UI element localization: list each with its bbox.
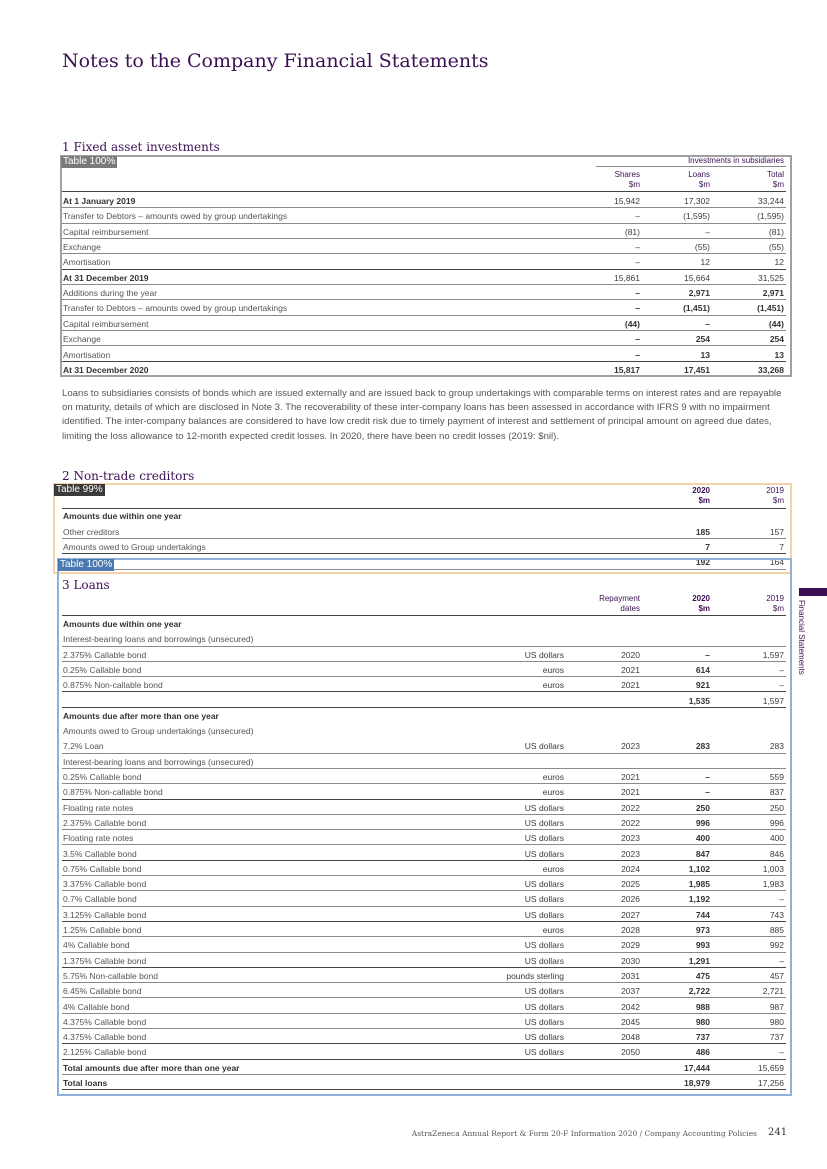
loan-repayment-date: 2023 <box>621 833 640 844</box>
cell-value: – <box>635 257 640 268</box>
cell-value: – <box>705 318 710 329</box>
loan-currency: US dollars <box>524 802 564 813</box>
loan-repayment-date: 2022 <box>621 802 640 813</box>
row-label: At 1 January 2019 <box>63 196 136 206</box>
loan-repayment-date: 2029 <box>621 940 640 951</box>
loan-value-2020: – <box>705 649 710 660</box>
loan-repayment-date: 2021 <box>621 787 640 798</box>
loan-value-2019: 737 <box>769 1032 784 1043</box>
loan-currency: US dollars <box>524 1032 564 1043</box>
row-label: Other creditors <box>63 526 120 537</box>
subheading-label: Amounts due within one year <box>63 619 182 629</box>
column-header-unit: $m <box>628 180 640 189</box>
row-label: Amortisation <box>63 349 111 360</box>
loan-repayment-date: 2030 <box>621 955 640 966</box>
cell-value: (81) <box>624 226 640 237</box>
loan-currency: US dollars <box>524 1016 564 1027</box>
cell-value: – <box>635 288 640 299</box>
loan-currency: US dollars <box>524 909 564 920</box>
column-header-label: Loans <box>688 170 710 179</box>
loan-currency: euros <box>542 925 564 935</box>
row-label: Capital reimbursement <box>63 226 149 237</box>
cell-value-2020: 192 <box>695 557 710 568</box>
footer-text: AstraZeneca Annual Report & Form 20-F Information 2020 / Company Accounting Policies <box>411 1129 757 1138</box>
loan-repayment-date: 2048 <box>621 1032 640 1043</box>
column-header-unit: $m <box>698 180 710 189</box>
loan-repayment-date: 2023 <box>621 848 640 859</box>
loan-value-2020: 283 <box>695 741 710 752</box>
cell-value-2019: 7 <box>779 541 784 552</box>
loan-name: 0.7% Callable bond <box>63 894 137 905</box>
total-loans-2020: 18,979 <box>684 1078 710 1088</box>
cell-value: 12 <box>700 257 710 268</box>
cell-value: – <box>705 226 710 237</box>
loan-name: 4.375% Callable bond <box>63 1016 147 1027</box>
table-detection-tag: Table 100% <box>63 156 116 167</box>
loan-repayment-date: 2028 <box>621 925 640 935</box>
page-number: 241 <box>768 1127 788 1138</box>
loan-name: Floating rate notes <box>63 802 134 813</box>
loan-name: 5.75% Non-callable bond <box>63 970 158 981</box>
table-detection-box <box>60 155 792 377</box>
column-header-unit: dates <box>620 604 640 613</box>
group-header: Investments in subsidiaries <box>687 156 784 165</box>
group-label-label: Interest-bearing loans and borrowings (unsecured) <box>63 634 254 645</box>
cell-value: (1,595) <box>683 211 710 222</box>
loan-currency: euros <box>542 787 564 798</box>
column-header-unit: $m <box>698 604 710 613</box>
loan-value-2019: 283 <box>769 741 784 752</box>
cell-value: – <box>635 334 640 345</box>
loan-value-2019: 250 <box>769 802 784 813</box>
loan-value-2020: 996 <box>695 817 710 828</box>
loan-value-2019: 992 <box>769 940 784 951</box>
loan-name: Floating rate notes <box>63 833 134 844</box>
cell-value: 33,268 <box>758 364 784 375</box>
column-header-label: 2020 <box>692 594 710 603</box>
cell-value: 15,817 <box>614 364 640 375</box>
loan-name: 6.45% Callable bond <box>63 986 142 997</box>
subheading-label: Amounts due within one year <box>63 511 182 521</box>
column-header-label: 2019 <box>766 486 784 495</box>
table-detection-box <box>57 558 792 1096</box>
cell-value: – <box>635 211 640 222</box>
row-label: Amortisation <box>63 257 111 268</box>
loan-repayment-date: 2021 <box>621 680 640 691</box>
loan-value-2019: 996 <box>769 817 784 828</box>
loan-value-2019: 837 <box>769 787 784 798</box>
column-header-label: 2019 <box>766 594 784 603</box>
loan-repayment-date: 2022 <box>621 817 640 828</box>
cell-value: 15,942 <box>614 196 640 206</box>
column-header-unit: $m <box>698 496 710 505</box>
row-label: Transfer to Debtors – amounts owed by group undertakings <box>63 303 288 314</box>
loan-currency: US dollars <box>524 848 564 859</box>
loan-currency: US dollars <box>524 817 564 828</box>
cell-value: 2,971 <box>688 288 710 299</box>
row-label: Exchange <box>63 334 101 345</box>
section-title-fixed-asset-investments: 1 Fixed asset investments <box>62 140 220 154</box>
loan-value-2019: – <box>779 955 784 966</box>
cell-value: 254 <box>769 334 784 345</box>
total-loans-2019: 17,256 <box>758 1078 784 1088</box>
loan-value-2019: 1,597 <box>762 649 784 660</box>
loan-currency: US dollars <box>524 833 564 844</box>
loan-value-2020: 614 <box>695 664 710 675</box>
section-title-loans: 3 Loans <box>62 578 110 592</box>
cell-value: – <box>635 303 640 314</box>
cell-value-2020: 185 <box>695 526 710 537</box>
loan-name: 1.375% Callable bond <box>63 955 147 966</box>
row-label: Capital reimbursement <box>63 318 149 329</box>
loan-repayment-date: 2021 <box>621 664 640 675</box>
group-label-label: Interest-bearing loans and borrowings (unsecured) <box>63 756 254 767</box>
row-label: Amounts owed to Group undertakings <box>63 541 206 552</box>
cell-value: 2,971 <box>762 288 784 299</box>
loan-name: 0.25% Callable bond <box>63 664 142 675</box>
loan-currency: US dollars <box>524 894 564 905</box>
loan-value-2020: 847 <box>695 848 710 859</box>
loan-currency: US dollars <box>524 879 564 890</box>
loan-currency: US dollars <box>524 741 564 752</box>
loan-name: 0.875% Non-callable bond <box>63 680 163 691</box>
cell-value: – <box>635 349 640 360</box>
loan-currency: US dollars <box>524 1001 564 1012</box>
cell-value: (55) <box>768 242 784 253</box>
loan-name: 4.375% Callable bond <box>63 1032 147 1043</box>
loan-value-2019: 2,721 <box>762 986 784 997</box>
group-label-label: Amounts owed to Group undertakings (unsecured) <box>63 726 254 737</box>
loan-currency: US dollars <box>524 940 564 951</box>
cell-value: 254 <box>695 334 710 345</box>
loan-name: 1.25% Callable bond <box>63 925 142 935</box>
loan-name: 2.125% Callable bond <box>63 1047 147 1058</box>
side-section-label: Financial Statements <box>797 600 806 675</box>
loan-value-2020: 400 <box>695 833 710 844</box>
row-label: At 31 December 2019 <box>63 272 149 283</box>
loan-value-2019: 457 <box>769 970 784 981</box>
loan-currency: euros <box>542 863 564 874</box>
cell-value: (44) <box>624 318 640 329</box>
table-detection-tag: Table 99% <box>56 484 103 495</box>
cell-value: 13 <box>700 349 710 360</box>
loan-value-2020: – <box>705 787 710 798</box>
loan-value-2019: 1,983 <box>762 879 784 890</box>
loan-value-2020: 988 <box>695 1001 710 1012</box>
loan-value-2019: – <box>779 664 784 675</box>
cell-value: 15,861 <box>614 272 640 283</box>
subheading-label: Amounts due after more than one year <box>63 710 219 721</box>
loan-currency: US dollars <box>524 649 564 660</box>
loan-value-2020: 1,985 <box>688 879 710 890</box>
loan-name: 3.5% Callable bond <box>63 848 137 859</box>
cell-value: 31,525 <box>758 272 784 283</box>
loan-value-2020: 1,102 <box>688 863 710 874</box>
column-header-unit: $m <box>772 496 784 505</box>
loan-name: 4% Callable bond <box>63 940 130 951</box>
cell-value: 17,451 <box>684 364 710 375</box>
fixed-asset-note: Loans to subsidiaries consists of bonds which are issued externally and are issued back to group undertakings with comparable terms on interest rates and are repayable on maturity, details of which are disclosed in Note 3. The recoverability of these inter-company loans has been assessed in accordance with IFRS 9 with no impairment identified. The inter-company balances are considered to have low credit risk due to timely payment of interest and settlement of principal amount on agreed due dates, limiting the loss allowance to 12-month expected credit losses. In 2020, there have been no credit losses (2019: $nil). <box>62 388 782 442</box>
loan-name: 3.125% Callable bond <box>63 909 147 920</box>
total-loans-label: Total loans <box>63 1078 108 1088</box>
loan-value-2020: 475 <box>695 970 710 981</box>
loan-repayment-date: 2023 <box>621 741 640 752</box>
loan-value-2019: 743 <box>769 909 784 920</box>
cell-value: (1,595) <box>757 211 784 222</box>
loan-currency: euros <box>542 772 564 782</box>
cell-value-2019: 164 <box>769 557 784 568</box>
cell-value: – <box>635 242 640 253</box>
loan-name: 0.75% Callable bond <box>63 863 142 874</box>
loan-value-2020: 486 <box>695 1047 710 1058</box>
cell-value: (1,451) <box>757 303 784 314</box>
loan-currency: US dollars <box>524 986 564 997</box>
loan-name: 2.375% Callable bond <box>63 649 147 660</box>
row-label: Additions during the year <box>63 288 158 299</box>
cell-value: 33,244 <box>758 196 784 206</box>
loan-currency: US dollars <box>524 1047 564 1058</box>
loan-value-2020: 921 <box>695 680 710 691</box>
side-tab-marker <box>799 588 827 596</box>
loan-value-2020: 973 <box>695 925 710 935</box>
loan-name: 0.875% Non-callable bond <box>63 787 163 798</box>
loan-value-2019: 987 <box>769 1001 784 1012</box>
loan-repayment-date: 2021 <box>621 772 640 782</box>
total-after-label: Total amounts due after more than one year <box>63 1062 240 1073</box>
cell-value: (1,451) <box>683 303 710 314</box>
column-header-label: Repayment <box>599 594 640 603</box>
loan-repayment-date: 2050 <box>621 1047 640 1058</box>
loan-value-2020: 737 <box>695 1032 710 1043</box>
loan-currency: euros <box>542 680 564 691</box>
table-detection-tag: Table 100% <box>60 559 113 570</box>
cell-value: 15,664 <box>684 272 710 283</box>
loan-repayment-date: 2037 <box>621 986 640 997</box>
loan-value-2019: – <box>779 894 784 905</box>
loan-repayment-date: 2045 <box>621 1016 640 1027</box>
column-header-label: Shares <box>614 170 640 179</box>
total-after-2020: 17,444 <box>684 1062 710 1073</box>
loan-value-2020: 1,192 <box>688 894 710 905</box>
loan-name: 4% Callable bond <box>63 1001 130 1012</box>
loan-name: 2.375% Callable bond <box>63 817 147 828</box>
cell-value: 12 <box>774 257 784 268</box>
subtotal-2019: 1,597 <box>762 695 784 706</box>
cell-value: (81) <box>768 226 784 237</box>
loan-value-2019: 559 <box>769 772 784 782</box>
loan-repayment-date: 2020 <box>621 649 640 660</box>
loan-value-2020: – <box>705 772 710 782</box>
loan-value-2019: – <box>779 680 784 691</box>
total-after-2019: 15,659 <box>758 1062 784 1073</box>
loan-value-2020: 744 <box>695 909 710 920</box>
loan-repayment-date: 2025 <box>621 879 640 890</box>
row-label: At 31 December 2020 <box>63 364 149 375</box>
cell-value-2019: 157 <box>769 526 784 537</box>
loan-value-2020: 1,291 <box>688 955 710 966</box>
cell-value: (55) <box>694 242 710 253</box>
page-title: Notes to the Company Financial Statements <box>62 50 489 72</box>
loan-value-2019: 1,003 <box>762 863 784 874</box>
loan-name: 7.2% Loan <box>63 741 104 752</box>
loan-repayment-date: 2031 <box>621 970 640 981</box>
cell-value: (44) <box>768 318 784 329</box>
loan-name: 3.375% Callable bond <box>63 879 147 890</box>
loan-value-2019: 846 <box>769 848 784 859</box>
loan-repayment-date: 2024 <box>621 863 640 874</box>
loan-value-2019: 980 <box>769 1016 784 1027</box>
loan-currency: US dollars <box>524 955 564 966</box>
subtotal-2020: 1,535 <box>688 695 710 706</box>
loan-repayment-date: 2042 <box>621 1001 640 1012</box>
loan-repayment-date: 2026 <box>621 894 640 905</box>
loan-value-2020: 250 <box>695 802 710 813</box>
column-header-label: 2020 <box>692 486 710 495</box>
loan-repayment-date: 2027 <box>621 909 640 920</box>
loan-value-2019: 400 <box>769 833 784 844</box>
loan-value-2020: 980 <box>695 1016 710 1027</box>
loan-name: 0.25% Callable bond <box>63 772 142 782</box>
loan-currency: pounds sterling <box>506 970 564 981</box>
column-header-label: Total <box>767 170 784 179</box>
loan-value-2020: 993 <box>695 940 710 951</box>
section-title-non-trade-creditors: 2 Non-trade creditors <box>62 469 195 483</box>
loan-value-2020: 2,722 <box>688 986 710 997</box>
loan-value-2019: 885 <box>769 925 784 935</box>
loan-value-2019: – <box>779 1047 784 1058</box>
cell-value: 17,302 <box>684 196 710 206</box>
column-header-unit: $m <box>772 604 784 613</box>
row-label: Transfer to Debtors – amounts owed by group undertakings <box>63 211 288 222</box>
row-label: Exchange <box>63 242 101 253</box>
column-header-unit: $m <box>772 180 784 189</box>
cell-value: 13 <box>774 349 784 360</box>
cell-value-2020: 7 <box>705 541 710 552</box>
loan-currency: euros <box>542 664 564 675</box>
